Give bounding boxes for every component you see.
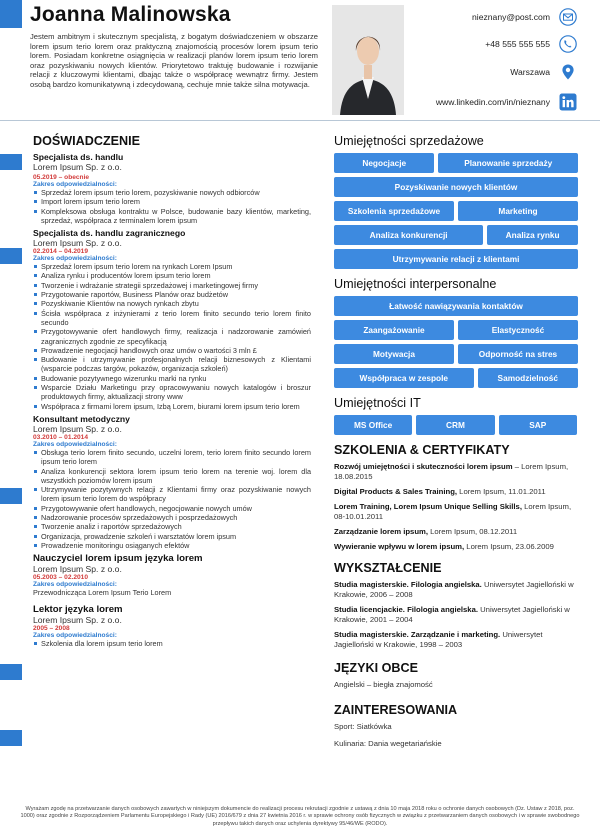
job-company: Lorem Ipsum Sp. z o.o. — [33, 238, 122, 249]
training-item — [334, 462, 578, 482]
training-details: Lorem Ipsum, 23.06.2009 — [464, 542, 554, 551]
skill-tag: Analiza konkurencji — [334, 225, 483, 245]
job-dates: 02.2014 – 04.2019 — [33, 248, 89, 256]
skill-tag: MS Office — [334, 415, 412, 435]
education-degree: Studia magisterskie. Zarządzanie i marketing. — [334, 630, 501, 639]
job-company: Lorem Ipsum Sp. z o.o. — [33, 614, 122, 625]
job-company: Lorem Ipsum Sp. z o.o. — [33, 564, 122, 575]
skill-tag: CRM — [416, 415, 494, 435]
skill-tag: Motywacja — [334, 344, 454, 364]
phone-icon — [559, 35, 577, 53]
education-item — [334, 605, 578, 625]
education-heading: WYKSZTAŁCENIE — [334, 561, 442, 575]
skill-tag: Analiza rynku — [487, 225, 578, 245]
trainings-heading: SZKOLENIA & CERTYFIKATY — [334, 443, 510, 457]
duty-item: Analiza konkurencji sektora lorem ipsum terio lorem na terenie woj. lorem dla wszystkich poziomów lorem ipsum — [33, 467, 311, 486]
duty-item: Budowanie pozytywnego wizerunku marki na rynku — [33, 374, 311, 383]
duty-item: Budowanie i utrzymywanie profesjonalnych relacji biznesowych z Klientami (wsparcie podczas targów, pokazów, organizacja szkoleń) — [33, 355, 311, 374]
language-item: Angielski – biegła znajomość — [334, 680, 433, 689]
job-entry — [33, 152, 311, 225]
job-dates: 05.2019 – obecnie — [33, 174, 90, 181]
contact-phone-row — [485, 35, 577, 53]
duty-item: Prowadzenie negocjacji handlowych oraz umów o wartości 3 mln £ — [33, 346, 311, 355]
training-name: Rozwój umiejętności i skuteczności lorem ipsum — [334, 462, 513, 471]
education-degree: Studia licencjackie. Filologia angielska. — [334, 605, 478, 614]
job-title: Specjalista ds. handlu — [33, 152, 124, 162]
duty-item: Szkolenia dla lorem ipsum terio lorem — [33, 639, 311, 648]
duty-item: Organizacja, prowadzenie szkoleń i warsztatów lorem ipsum — [33, 532, 311, 541]
contact-email[interactable]: nieznany@post.com — [472, 12, 550, 22]
profile-summary: Jestem ambitnym i skutecznym specjalistą, z bogatym doświadczeniem w obszarze lorem ipsum terio lorem oraz praktyczną znajomością procesów lorem ipsum terio lorem. Posiadam konkretne osiągnięcia w realizacji planów lorem ipsum terio lorem oraz pozyskiwaniu nowych klientów. Priorytetowo traktuję budowanie i rozwijanie relacji z kluczowymi klientami, dbając także o współpracę wewnątrz firmy. Jestem osobą bardzo komunikatywną i zdecydowaną, cechuje mnie także silna motywacja. — [30, 32, 318, 89]
duty-item: Tworzenie i wdrażanie strategii sprzedażowej i marketingowej firmy — [33, 281, 311, 290]
job-entry — [33, 414, 311, 550]
duty-item: Tworzenie analiz i raportów sprzedażowych — [33, 522, 311, 531]
duties-list — [33, 448, 311, 550]
duty-item: Współpraca z firmami lorem ipsum, Izbą Lorem, biurami lorem ipsum terio lorem — [33, 402, 311, 411]
job-title: Konsultant metodyczny — [33, 413, 130, 424]
education-details: Uniwersytet Jagielloński w Krakowie, 2001 – 2004 — [334, 605, 570, 624]
training-name: Lorem Training, Lorem Ipsum Unique Selling Skills, — [334, 502, 522, 511]
job-dates: 2005 – 2008 — [33, 624, 70, 632]
job-marker — [0, 488, 22, 504]
skill-tag: Szkolenia sprzedażowe — [334, 201, 454, 221]
duty-item: Nadzorowanie procesów sprzedażowych i posprzedażowych — [33, 513, 311, 522]
job-marker — [0, 664, 22, 680]
duty-item: Analiza rynku i producentów lorem ipsum terio lorem — [33, 271, 311, 280]
interest-cooking: Kulinaria: Dania wegetariańskie — [334, 739, 442, 748]
skill-tag: Utrzymywanie relacji z klientami — [334, 249, 578, 269]
candidate-name: Joanna Malinowska — [30, 3, 231, 26]
duty-item: Przygotowywanie ofert handlowych, negocjowanie nowych umów — [33, 504, 311, 513]
duties-list — [33, 262, 311, 411]
training-name: Zarządzanie lorem ipsum, — [334, 527, 428, 536]
gdpr-consent-clause: Wyrażam zgodę na przetwarzanie danych osobowych zawartych w niniejszym dokumencie do realizacji procesu rekrutacji zgodnie z ustawą z dnia 10 maja 2018 roku o ochronie danych osobowych (Dz. Ustaw z 2018, poz. 1000) oraz zgodnie z Rozporządzeniem Parlamentu Europejskiego i Rady (UE) 2016/679 z dnia 27 kwietnia 2016 r. w sprawie ochrony osób fizycznych w związku z przetwarzaniem danych osobowych i w sprawie swobodnego przepływu takich danych oraz uchylenia dyrektywy 95/46/WE (RODO). — [20, 806, 580, 827]
education-item — [334, 580, 578, 600]
profile-photo — [332, 5, 404, 115]
duty-item: Utrzymywanie pozytywnych relacji z Klientami firmy oraz pozyskiwanie nowych lorem ipsum terio lorem do współpracy — [33, 485, 311, 504]
skill-tag: Współpraca w zespole — [334, 368, 474, 388]
job-company: Lorem Ipsum Sp. z o.o. — [33, 423, 122, 434]
header-divider — [0, 120, 600, 121]
job-dates: 05.2003 – 02.2010 — [33, 574, 89, 582]
experience-heading: DOŚWIADCZENIE — [33, 134, 141, 148]
job-title: Nauczyciel lorem ipsum języka lorem — [33, 553, 203, 565]
duties-label: Zakres odpowiedzialności: — [33, 440, 117, 448]
education-item — [334, 630, 578, 650]
duties-list — [33, 188, 311, 225]
sales-skills-tags — [334, 153, 578, 269]
duty-item: Obsługa terio lorem finito secundo, uczelni lorem, terio lorem finito secundo lorem ipsum terio lorem — [33, 448, 311, 467]
training-details: – Lorem Ipsum, 18.08.2015 — [334, 462, 569, 481]
training-item — [334, 527, 578, 537]
interest-sport: Sport: Siatkówka — [334, 722, 392, 731]
duty-item: Pozyskiwanie Klientów na nowych rynkach zbytu — [33, 299, 311, 308]
skill-tag: Samodzielność — [478, 368, 578, 388]
training-name: Digital Products & Sales Training, — [334, 487, 458, 496]
job-marker — [0, 730, 22, 746]
duties-label: Zakres odpowiedzialności: — [33, 255, 117, 263]
linkedin-icon[interactable] — [559, 93, 577, 111]
duties-label: Zakres odpowiedzialności: — [33, 631, 117, 639]
education-details: Uniwersytet Jagielloński w Krakowie, 1998 – 2003 — [334, 630, 543, 649]
contact-linkedin-row — [436, 93, 577, 111]
skill-tag: SAP — [499, 415, 577, 435]
duties-label: Zakres odpowiedzialności: — [33, 181, 117, 188]
training-item — [334, 487, 578, 497]
job-company: Lorem Ipsum Sp. z o.o. — [33, 162, 122, 172]
right-column — [334, 134, 578, 756]
map-pin-icon — [559, 63, 577, 81]
skill-tag: Planowanie sprzedaży — [438, 153, 578, 173]
duty-item: Prowadzenie monitoringu osiąganych efektów — [33, 541, 311, 550]
training-item — [334, 542, 578, 552]
skill-tag: Negocjacje — [334, 153, 434, 173]
training-details: Lorem Ipsum, 08.12.2011 — [427, 527, 518, 536]
skill-tag: Łatwość nawiązywania kontaktów — [334, 296, 578, 316]
duty-item: Wsparcie Działu Marketingu przy opracowywaniu nowych katalogów i broszur produktowych firmy, aktualizacji strony www — [33, 383, 311, 402]
skill-tag: Zaangażowanie — [334, 320, 454, 340]
job-dates: 03.2010 – 01.2014 — [33, 433, 89, 441]
skill-tag: Odporność na stres — [458, 344, 578, 364]
duty-item: Import lorem ipsum terio lorem — [33, 197, 311, 206]
contact-linkedin[interactable]: www.linkedin.com/in/nieznany — [435, 97, 550, 107]
skill-tag: Pozyskiwanie nowych klientów — [334, 177, 578, 197]
it-skills-tags — [334, 415, 578, 435]
duties-label: Zakres odpowiedzialności: — [33, 581, 117, 589]
languages-heading: JĘZYKI OBCE — [334, 661, 418, 675]
experience-marker — [0, 154, 22, 170]
envelope-icon — [559, 8, 577, 26]
job-marker — [0, 248, 22, 264]
training-name: Wywieranie wpływu w lorem ipsum, — [334, 542, 465, 551]
job-entry — [33, 553, 311, 597]
duty-item: Sprzedaż lorem ipsum terio lorem, pozyskiwanie nowych odbiorców — [33, 188, 311, 197]
sales-skills-heading: Umiejętności sprzedażowe — [334, 134, 484, 148]
education-degree: Studia magisterskie. Filologia angielska. — [334, 580, 482, 589]
contact-city-row — [510, 63, 577, 81]
contact-email-row — [472, 8, 577, 26]
duty-item: Sprzedaż lorem ipsum terio lorem na rynkach Lorem Ipsum — [33, 262, 311, 271]
it-skills-heading: Umiejętności IT — [334, 396, 421, 410]
header-accent-bar — [0, 0, 22, 28]
interpersonal-skills-tags — [334, 296, 578, 388]
duty-item: Kompleksowa obsługa kontraktu w Polsce, budowanie bazy klientów, marketing, sprzedaż, współpraca z terminalem lorem ipsum — [33, 207, 311, 226]
duty-item: Przygotowywanie ofert handlowych firmy, realizacja i nadzorowanie zamówień zagranicznych zgodnie ze specyfikacją — [33, 327, 311, 346]
skill-tag: Marketing — [458, 201, 578, 221]
skill-tag: Elastyczność — [458, 320, 578, 340]
training-details: Lorem Ipsum, 08-10.01.2011 — [334, 502, 572, 521]
training-details: Lorem Ipsum, 11.01.2011 — [457, 487, 546, 496]
job-entry — [33, 228, 311, 411]
training-item — [334, 502, 578, 522]
duty-item: Ścisła współpraca z inżynierami z terio lorem finito secundo terio lorem finito secundo — [33, 309, 311, 328]
job-entry — [33, 604, 311, 648]
duty-text: Przewodnicząca Lorem Ipsum Terio Lorem — [33, 588, 172, 598]
job-title: Specjalista ds. handlu zagranicznego — [33, 228, 186, 239]
interpersonal-skills-heading: Umiejętności interpersonalne — [334, 277, 497, 291]
contact-phone[interactable]: +48 555 555 555 — [485, 39, 550, 49]
education-details: Uniwersytet Jagielloński w Krakowie, 2006 – 2008 — [334, 580, 574, 599]
job-title: Lektor języka lorem — [33, 603, 123, 615]
duty-item: Przygotowanie raportów, Business Planów oraz budżetów — [33, 290, 311, 299]
contact-city: Warszawa — [510, 67, 550, 77]
duties-list — [33, 639, 311, 648]
interests-heading: ZAINTERESOWANIA — [334, 703, 458, 717]
experience-section — [33, 134, 311, 651]
